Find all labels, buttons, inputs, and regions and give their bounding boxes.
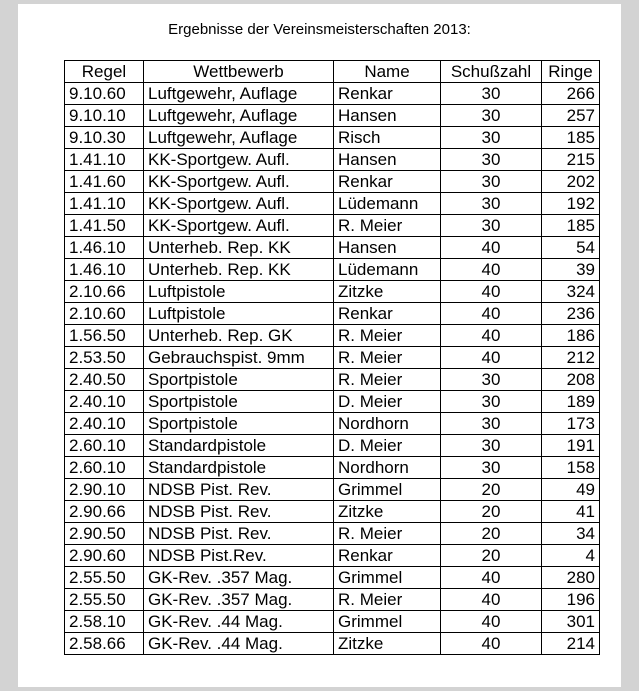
cell-schusszahl: 40 (441, 347, 542, 369)
cell-regel: 2.10.60 (65, 303, 144, 325)
cell-wettbewerb: Gebrauchspist. 9mm (144, 347, 334, 369)
cell-regel: 2.55.50 (65, 589, 144, 611)
cell-wettbewerb: Sportpistole (144, 391, 334, 413)
cell-regel: 2.40.50 (65, 369, 144, 391)
cell-regel: 2.90.60 (65, 545, 144, 567)
cell-wettbewerb: NDSB Pist.Rev. (144, 545, 334, 567)
table-row (65, 215, 600, 237)
cell-schusszahl: 40 (441, 633, 542, 655)
cell-schusszahl: 30 (441, 105, 542, 127)
results-body (65, 83, 600, 655)
cell-ringe: 208 (542, 369, 600, 391)
cell-wettbewerb: Unterheb. Rep. KK (144, 259, 334, 281)
cell-regel: 1.41.60 (65, 171, 144, 193)
table-row (65, 127, 600, 149)
cell-name: R. Meier (334, 523, 441, 545)
cell-schusszahl: 20 (441, 545, 542, 567)
cell-wettbewerb: Luftpistole (144, 303, 334, 325)
cell-schusszahl: 30 (441, 435, 542, 457)
cell-name: Zitzke (334, 281, 441, 303)
table-row (65, 369, 600, 391)
cell-wettbewerb: GK-Rev. .357 Mag. (144, 589, 334, 611)
table-row (65, 105, 600, 127)
cell-regel: 9.10.30 (65, 127, 144, 149)
table-row (65, 435, 600, 457)
cell-ringe: 185 (542, 215, 600, 237)
cell-wettbewerb: NDSB Pist. Rev. (144, 479, 334, 501)
table-row (65, 325, 600, 347)
cell-regel: 2.10.66 (65, 281, 144, 303)
cell-regel: 9.10.10 (65, 105, 144, 127)
cell-wettbewerb: GK-Rev. .44 Mag. (144, 633, 334, 655)
cell-name: Lüdemann (334, 193, 441, 215)
table-row (65, 391, 600, 413)
results-table (64, 60, 600, 655)
cell-ringe: 196 (542, 589, 600, 611)
table-row (65, 171, 600, 193)
cell-ringe: 173 (542, 413, 600, 435)
cell-regel: 2.90.10 (65, 479, 144, 501)
cell-wettbewerb: KK-Sportgew. Aufl. (144, 193, 334, 215)
cell-ringe: 54 (542, 237, 600, 259)
cell-name: Hansen (334, 105, 441, 127)
cell-schusszahl: 40 (441, 237, 542, 259)
cell-name: Grimmel (334, 611, 441, 633)
cell-schusszahl: 30 (441, 369, 542, 391)
cell-ringe: 49 (542, 479, 600, 501)
cell-schusszahl: 30 (441, 171, 542, 193)
table-row (65, 413, 600, 435)
cell-ringe: 280 (542, 567, 600, 589)
cell-name: D. Meier (334, 391, 441, 413)
table-row (65, 193, 600, 215)
cell-regel: 2.55.50 (65, 567, 144, 589)
cell-ringe: 257 (542, 105, 600, 127)
cell-name: Hansen (334, 237, 441, 259)
header-regel: Regel (65, 61, 144, 83)
cell-wettbewerb: GK-Rev. .44 Mag. (144, 611, 334, 633)
cell-wettbewerb: Sportpistole (144, 369, 334, 391)
cell-wettbewerb: KK-Sportgew. Aufl. (144, 149, 334, 171)
table-row (65, 589, 600, 611)
cell-name: Nordhorn (334, 457, 441, 479)
cell-schusszahl: 40 (441, 259, 542, 281)
cell-regel: 1.41.10 (65, 149, 144, 171)
cell-ringe: 214 (542, 633, 600, 655)
cell-schusszahl: 30 (441, 149, 542, 171)
cell-regel: 2.40.10 (65, 413, 144, 435)
cell-regel: 2.90.50 (65, 523, 144, 545)
cell-name: R. Meier (334, 215, 441, 237)
table-row (65, 83, 600, 105)
cell-wettbewerb: Luftpistole (144, 281, 334, 303)
cell-name: Nordhorn (334, 413, 441, 435)
cell-regel: 1.56.50 (65, 325, 144, 347)
cell-schusszahl: 40 (441, 325, 542, 347)
cell-name: Risch (334, 127, 441, 149)
cell-name: R. Meier (334, 589, 441, 611)
cell-schusszahl: 30 (441, 127, 542, 149)
cell-ringe: 186 (542, 325, 600, 347)
cell-ringe: 39 (542, 259, 600, 281)
table-row (65, 303, 600, 325)
cell-name: Zitzke (334, 501, 441, 523)
cell-wettbewerb: KK-Sportgew. Aufl. (144, 171, 334, 193)
cell-wettbewerb: Standardpistole (144, 435, 334, 457)
cell-name: Renkar (334, 545, 441, 567)
cell-regel: 1.41.50 (65, 215, 144, 237)
cell-ringe: 192 (542, 193, 600, 215)
cell-regel: 1.41.10 (65, 193, 144, 215)
cell-regel: 2.60.10 (65, 435, 144, 457)
cell-wettbewerb: GK-Rev. .357 Mag. (144, 567, 334, 589)
cell-schusszahl: 20 (441, 523, 542, 545)
cell-ringe: 191 (542, 435, 600, 457)
table-row (65, 501, 600, 523)
cell-regel: 2.60.10 (65, 457, 144, 479)
table-row (65, 633, 600, 655)
table-row (65, 281, 600, 303)
table-row (65, 237, 600, 259)
table-row (65, 149, 600, 171)
cell-schusszahl: 30 (441, 215, 542, 237)
cell-schusszahl: 40 (441, 303, 542, 325)
cell-name: Hansen (334, 149, 441, 171)
cell-ringe: 185 (542, 127, 600, 149)
cell-schusszahl: 30 (441, 83, 542, 105)
cell-name: Renkar (334, 303, 441, 325)
cell-schusszahl: 20 (441, 501, 542, 523)
cell-schusszahl: 40 (441, 611, 542, 633)
cell-name: Grimmel (334, 479, 441, 501)
cell-name: D. Meier (334, 435, 441, 457)
cell-name: Lüdemann (334, 259, 441, 281)
cell-schusszahl: 40 (441, 281, 542, 303)
cell-ringe: 4 (542, 545, 600, 567)
cell-regel: 9.10.60 (65, 83, 144, 105)
cell-wettbewerb: NDSB Pist. Rev. (144, 523, 334, 545)
table-row (65, 523, 600, 545)
document-page (18, 4, 621, 687)
header-wettbewerb: Wettbewerb (144, 61, 334, 83)
cell-schusszahl: 40 (441, 589, 542, 611)
cell-ringe: 324 (542, 281, 600, 303)
cell-schusszahl: 20 (441, 479, 542, 501)
header-row (65, 61, 600, 83)
cell-ringe: 34 (542, 523, 600, 545)
cell-name: Grimmel (334, 567, 441, 589)
cell-regel: 2.58.10 (65, 611, 144, 633)
cell-regel: 2.40.10 (65, 391, 144, 413)
page-title: Ergebnisse der Vereinsmeisterschaften 2013: (168, 21, 471, 38)
cell-wettbewerb: Unterheb. Rep. GK (144, 325, 334, 347)
cell-ringe: 266 (542, 83, 600, 105)
cell-regel: 2.53.50 (65, 347, 144, 369)
cell-wettbewerb: KK-Sportgew. Aufl. (144, 215, 334, 237)
cell-name: R. Meier (334, 369, 441, 391)
cell-schusszahl: 30 (441, 391, 542, 413)
cell-regel: 1.46.10 (65, 237, 144, 259)
table-row (65, 611, 600, 633)
header-ringe: Ringe (542, 61, 600, 83)
cell-wettbewerb: Unterheb. Rep. KK (144, 237, 334, 259)
cell-schusszahl: 30 (441, 193, 542, 215)
table-row (65, 479, 600, 501)
cell-schusszahl: 30 (441, 457, 542, 479)
cell-wettbewerb: Standardpistole (144, 457, 334, 479)
table-row (65, 567, 600, 589)
table-row (65, 259, 600, 281)
header-name: Name (334, 61, 441, 83)
cell-schusszahl: 40 (441, 567, 542, 589)
cell-name: Renkar (334, 171, 441, 193)
table-row (65, 457, 600, 479)
cell-ringe: 236 (542, 303, 600, 325)
cell-ringe: 202 (542, 171, 600, 193)
cell-wettbewerb: Sportpistole (144, 413, 334, 435)
cell-wettbewerb: Luftgewehr, Auflage (144, 105, 334, 127)
table-row (65, 347, 600, 369)
cell-name: Renkar (334, 83, 441, 105)
cell-ringe: 301 (542, 611, 600, 633)
cell-name: Zitzke (334, 633, 441, 655)
cell-name: R. Meier (334, 347, 441, 369)
cell-wettbewerb: NDSB Pist. Rev. (144, 501, 334, 523)
header-schusszahl: Schußzahl (441, 61, 542, 83)
cell-regel: 1.46.10 (65, 259, 144, 281)
cell-wettbewerb: Luftgewehr, Auflage (144, 127, 334, 149)
cell-wettbewerb: Luftgewehr, Auflage (144, 83, 334, 105)
cell-ringe: 189 (542, 391, 600, 413)
cell-regel: 2.90.66 (65, 501, 144, 523)
cell-regel: 2.58.66 (65, 633, 144, 655)
cell-ringe: 212 (542, 347, 600, 369)
cell-ringe: 215 (542, 149, 600, 171)
cell-ringe: 41 (542, 501, 600, 523)
cell-ringe: 158 (542, 457, 600, 479)
table-row (65, 545, 600, 567)
cell-schusszahl: 30 (441, 413, 542, 435)
cell-name: R. Meier (334, 325, 441, 347)
